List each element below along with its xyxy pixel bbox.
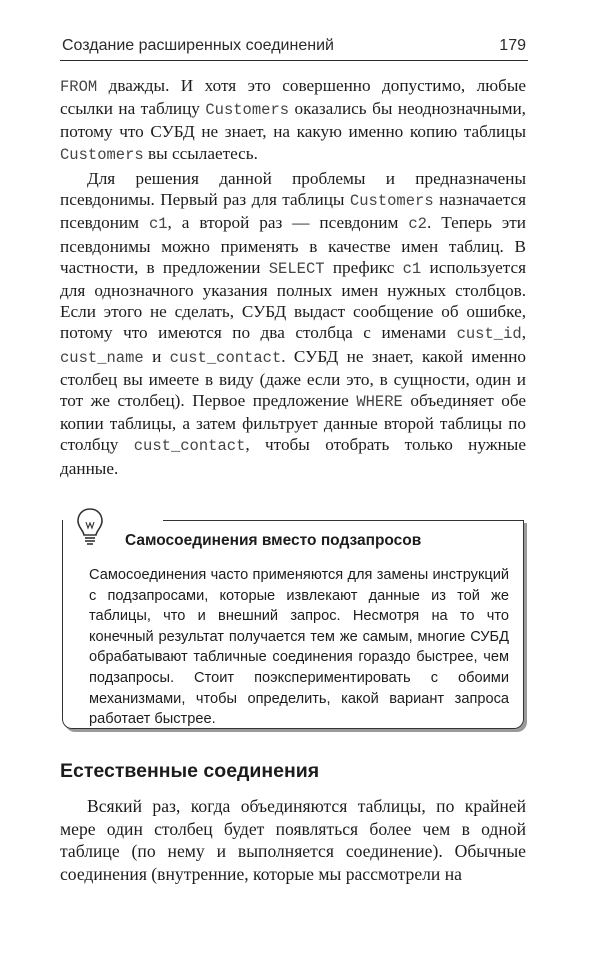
code-alias: c1 — [148, 215, 168, 234]
code-alias: c1 — [402, 259, 422, 278]
tip-box — [62, 520, 524, 729]
page-number: 179 — [499, 37, 526, 54]
tip-border — [163, 520, 523, 521]
lightbulb-icon — [75, 506, 105, 548]
code-keyword: WHERE — [356, 393, 403, 412]
running-header — [60, 30, 528, 61]
tip-body: Самосоединения часто применяются для замены инструкций с подзапросами, которые извлекают данные из той же таблицы, что и внешний запрос. Несмотря на то что конечный результат получается тем же самым, многие СУБД обрабатывают табличные соединения гораздо быстрее, чем подзапросы. Стоит поэкспериментировать с обоими механизмами, чтобы определить, какой вариант запроса работает быстрее. — [89, 567, 509, 728]
section-paragraph: Всякий раз, когда объединяются таблицы, по крайней мере один столбец будет появляться более чем в одной таблице (по нему и выполняется соединение). Обычные соединения (внутренние, которые мы рассмотрели на — [60, 796, 526, 884]
code-keyword: SELECT — [268, 259, 325, 278]
code-alias: c2 — [408, 215, 427, 234]
code-table-name: Customers — [60, 145, 144, 164]
code-table-name: Customers — [205, 101, 290, 120]
code-table-name: Customers — [349, 192, 434, 211]
paragraph-2: Для решения данной проблемы и предназначены псевдонимы. Первый раз для таблицы Customers назначается псевдоним c1, а второй раз — псевдоним c2. Теперь эти псевдонимы можно применять в качестве имен таблиц. В частности, в предложении SELECT префикс c1 используется для однозначного указания полных имен нужных столбцов. Если этого не сделать, СУБД выдаст сообщение об ошибке, потому что имеются по два столбца с именами cust_id, cust_name и cust_contact. СУБД не знает, какой именно столбец вы имеете в виду (даже если это, в сущности, один и тот же столбец). Первое предложение WHERE объединяет обе копии таблицы, а затем фильтрует данные второй таблицы по столбцу cust_contact, чтобы отобрать только нужные данные. — [60, 169, 527, 478]
paragraph-1: FROM дважды. И хотя это совершенно допустимо, любые ссылки на таблицу Customers оказались бы неоднозначными, потому что СУБД не знает, на какую именно копию таблицы Customers вы ссылаетесь. — [60, 76, 526, 164]
code-keyword: FROM — [60, 78, 98, 96]
tip-title: Самосоединения вместо подзапросов — [125, 532, 422, 549]
code-column: cust_contact — [133, 437, 246, 456]
chapter-title: Создание расширенных соединений — [62, 37, 334, 54]
section-heading: Естественные соединения — [60, 760, 320, 782]
code-column: cust_id — [456, 325, 522, 344]
code-column: cust_contact — [169, 348, 282, 367]
code-column: cust_name — [60, 348, 144, 367]
